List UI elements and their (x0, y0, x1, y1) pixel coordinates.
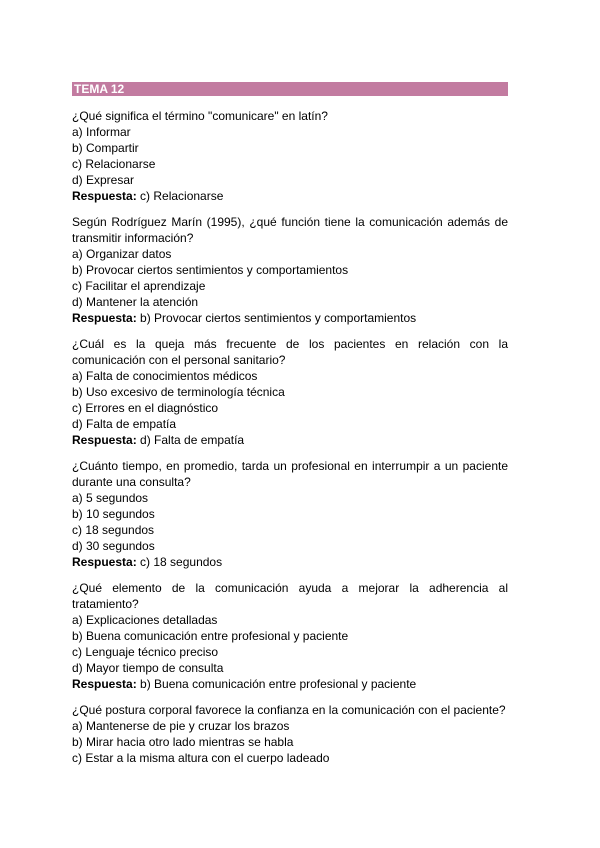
option-d: d) Expresar (72, 173, 135, 187)
option-c: c) Facilitar el aprendizaje (72, 279, 206, 293)
question-text: ¿Qué postura corporal favorece la confianza en la comunicación con el paciente? (72, 703, 506, 717)
answer-line (72, 188, 508, 204)
question-4 (72, 458, 508, 570)
answer-line (72, 554, 508, 570)
answer-value: b) Buena comunicación entre profesional y paciente (140, 677, 417, 691)
answer-label: Respuesta: (72, 677, 137, 691)
option-d: d) 30 segundos (72, 539, 155, 553)
option-c: c) Estar a la misma altura con el cuerpo ladeado (72, 751, 330, 765)
option-a: a) Falta de conocimientos médicos (72, 369, 258, 383)
answer-label: Respuesta: (72, 433, 137, 447)
option-c: c) Lenguaje técnico preciso (72, 645, 219, 659)
question-3 (72, 336, 508, 448)
question-1 (72, 108, 508, 204)
option-a: a) Informar (72, 125, 131, 139)
option-b: b) Uso excesivo de terminología técnica (72, 385, 285, 399)
answer-line (72, 676, 508, 692)
question-text: ¿Cuál es la queja más frecuente de los pacientes en relación con la comunicación con el personal sanitario? (72, 337, 508, 367)
answer-line (72, 310, 508, 326)
option-b: b) Buena comunicación entre profesional y paciente (72, 629, 349, 643)
answer-value: d) Falta de empatía (140, 433, 245, 447)
question-text: ¿Qué significa el término "comunicare" en latín? (72, 109, 328, 123)
question-2 (72, 214, 508, 326)
answer-label: Respuesta: (72, 555, 137, 569)
option-b: b) Provocar ciertos sentimientos y comportamientos (72, 263, 349, 277)
question-6 (72, 702, 508, 766)
question-text: ¿Cuánto tiempo, en promedio, tarda un profesional en interrumpir a un paciente durante una consulta? (72, 459, 508, 489)
question-text: Según Rodríguez Marín (1995), ¿qué función tiene la comunicación además de transmitir información? (72, 215, 508, 245)
option-c: c) Errores en el diagnóstico (72, 401, 219, 415)
option-a: a) Mantenerse de pie y cruzar los brazos (72, 719, 290, 733)
option-d: d) Mantener la atención (72, 295, 199, 309)
option-a: a) Explicaciones detalladas (72, 613, 218, 627)
option-a: a) 5 segundos (72, 491, 149, 505)
question-5 (72, 580, 508, 692)
document-page (72, 82, 508, 776)
answer-line (72, 432, 508, 448)
answer-value: b) Provocar ciertos sentimientos y comportamientos (140, 311, 417, 325)
option-b: b) Mirar hacia otro lado mientras se habla (72, 735, 294, 749)
option-c: c) 18 segundos (72, 523, 155, 537)
section-title: TEMA 12 (72, 82, 508, 96)
answer-label: Respuesta: (72, 311, 137, 325)
question-text: ¿Qué elemento de la comunicación ayuda a mejorar la adherencia al tratamiento? (72, 581, 508, 611)
option-a: a) Organizar datos (72, 247, 172, 261)
option-b: b) 10 segundos (72, 507, 155, 521)
answer-label: Respuesta: (72, 189, 137, 203)
option-b: b) Compartir (72, 141, 139, 155)
option-d: d) Mayor tiempo de consulta (72, 661, 224, 675)
answer-value: c) Relacionarse (140, 189, 224, 203)
option-d: d) Falta de empatía (72, 417, 177, 431)
answer-value: c) 18 segundos (140, 555, 223, 569)
option-c: c) Relacionarse (72, 157, 156, 171)
